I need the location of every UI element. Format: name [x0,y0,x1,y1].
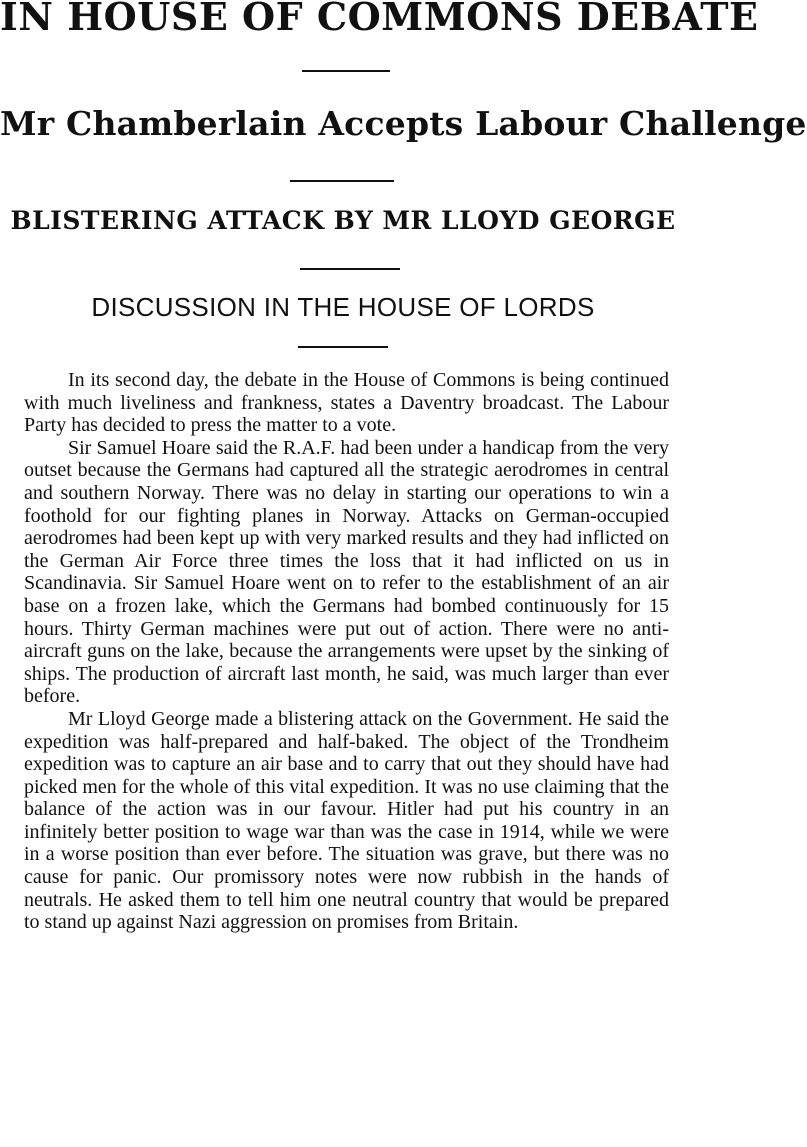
article-paragraph: Sir Samuel Hoare said the R.A.F. had been under a handicap from the very outset because the Germans had captured all the strategic aerodromes in central and southern Norway. There was no delay in starting our operations to win a foothold for our fighting planes in Norway. Attacks on German-occupied aerodromes had been kept up with very marked results and they had inflicted on the German Air Force three times the loss that it had inflicted on us in Scandinavia. Sir Samuel Hoare went on to refer to the establishment of an air base on a frozen lake, which the Germans had bombed continuously for 15 hours. Thirty German machines were put out of action. There were no anti-aircraft guns on the lake, because the arrangements were upset by the sinking of ships. The production of aircraft last month, he said, was much larger than ever before. [24,436,669,708]
article-body [24,369,669,934]
headline-divider [302,70,390,72]
headline-divider [290,180,394,182]
article-paragraph: In its second day, the debate in the House of Commons is being continued with much liveliness and frankness, states a Daventry broadcast. The Labour Party has decided to press the matter to a vote. [24,369,669,437]
sub-headline-house-of-lords: DISCUSSION IN THE HOUSE OF LORDS [91,292,595,322]
main-headline: IN HOUSE OF COMMONS DEBATE [0,0,759,39]
article-paragraph: Mr Lloyd George made a blistering attack on the Government. He said the expedition was half-prepared and half-baked. The object of the Trondheim expedition was to capture an air base and to carry that out they should have had picked men for the whole of this vital expedition. It was no use claiming that the balance of the action was in our favour. Hitler had put his country in an infinitely better position to wage war than was the case in 1914, while we were in a worse position than ever before. The situation was grave, but there was no cause for panic. Our promissory notes were now rubbish in the hands of neutrals. He asked them to tell him one neutral country that would be prepared to stand up against Nazi aggression on promises from Britain. [24,707,669,934]
headline-divider [298,346,388,348]
sub-headline-lloyd-george: BLISTERING ATTACK BY MR LLOYD GEORGE [10,206,676,235]
headline-divider [300,268,400,270]
sub-headline-chamberlain: Mr Chamberlain Accepts Labour Challenge [0,104,807,143]
